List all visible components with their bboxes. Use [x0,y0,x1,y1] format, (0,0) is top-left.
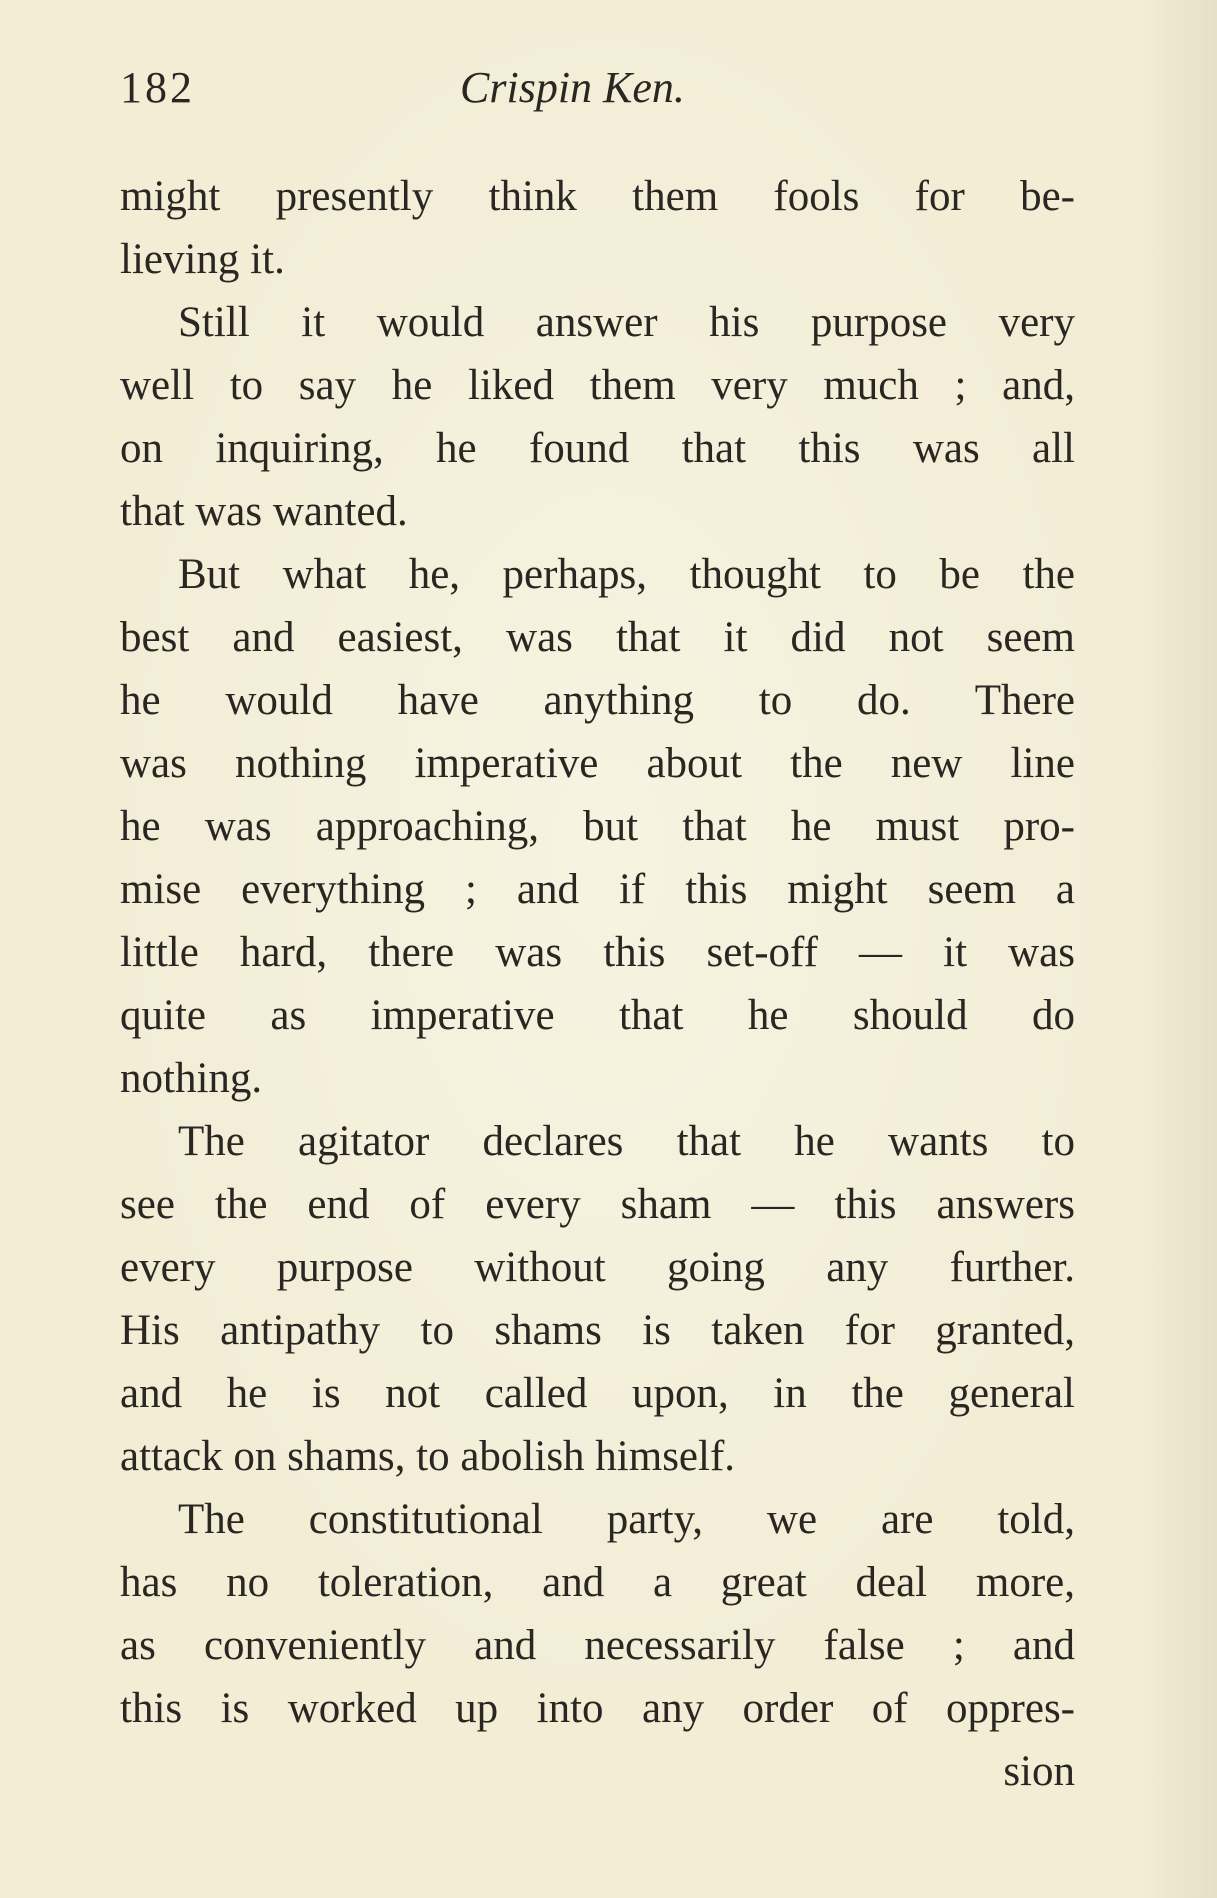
text-line: mise everything ; and if this might seem a [120,866,1075,913]
text-line: best and easiest, was that it did not seem [120,614,1075,661]
text-line: as conveniently and necessarily false ; and [120,1622,1075,1669]
paragraph-start-line: The agitator declares that he wants to [178,1118,1075,1165]
text-line: nothing. [120,1055,263,1102]
text-line: well to say he liked them very much ; and, [120,362,1075,409]
text-line: little hard, there was this set-off — it was [120,929,1075,976]
catchword: sion [1003,1748,1075,1795]
running-head [120,62,1075,122]
text-line: might presently think them fools for be- [120,173,1075,220]
body-text [120,165,1075,1803]
text-line: and he is not called upon, in the general [120,1370,1075,1417]
text-line: on inquiring, he found that this was all [120,425,1075,472]
text-line: attack on shams, to abolish himself. [120,1433,736,1480]
paragraph-start-line: The constitutional party, we are told, [178,1496,1075,1543]
text-line: was nothing imperative about the new line [120,740,1075,787]
text-line: every purpose without going any further. [120,1244,1075,1291]
text-line: that was wanted. [120,488,408,535]
running-title: Crispin Ken. [460,63,685,112]
paragraph-start-line: Still it would answer his purpose very [178,299,1075,346]
text-line: His antipathy to shams is taken for granted, [120,1307,1075,1354]
text-line: lieving it. [120,236,285,283]
text-line: has no toleration, and a great deal more, [120,1559,1075,1606]
page-number: 182 [120,63,195,112]
text-line: see the end of every sham — this answers [120,1181,1075,1228]
paragraph-start-line: But what he, perhaps, thought to be the [178,551,1075,598]
text-line: quite as imperative that he should do [120,992,1075,1039]
text-line: this is worked up into any order of oppres- [120,1685,1075,1732]
text-line: he was approaching, but that he must pro- [120,803,1075,850]
text-line: he would have anything to do. There [120,677,1075,724]
